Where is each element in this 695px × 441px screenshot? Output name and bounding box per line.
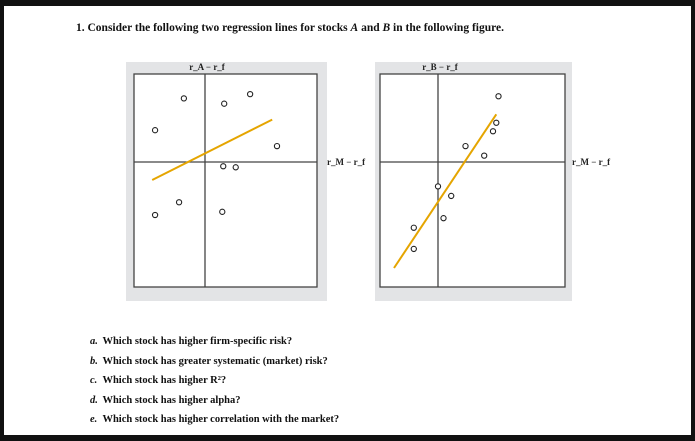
question-d (90, 391, 339, 411)
left-data-point-5 (274, 144, 279, 149)
question-a (90, 332, 339, 352)
left-figure (126, 62, 366, 301)
right-plot-area (380, 74, 565, 287)
left-data-point-6 (176, 200, 181, 205)
left-data-point-3 (222, 101, 227, 106)
left-data-point-10 (220, 209, 225, 214)
right-data-point-7 (449, 193, 454, 198)
question-text: Which stock has higher firm-specific risk? (102, 336, 293, 347)
question-letter: e. (90, 414, 98, 425)
right-data-point-3 (490, 129, 495, 134)
question-c (90, 371, 339, 391)
right-data-point-1 (496, 94, 501, 99)
right-data-point-2 (494, 120, 499, 125)
problem-number: 1. (76, 22, 85, 34)
question-letter: b. (90, 355, 98, 367)
title-text-3: in the following figure. (390, 22, 504, 34)
left-data-point-9 (152, 212, 157, 217)
stock-b-label: B (382, 22, 391, 34)
left-data-point-2 (181, 96, 186, 101)
question-e (90, 410, 339, 430)
question-text: Which stock has higher correlation with the market? (102, 414, 340, 425)
right-data-point-6 (435, 184, 440, 189)
right-data-point-9 (411, 225, 416, 230)
question-b (90, 352, 339, 372)
title-text-1: Consider the following two regression lines for stocks (87, 22, 351, 34)
question-text: Which stock has higher R²? (102, 375, 227, 386)
left-data-point-7 (221, 164, 226, 169)
question-list (90, 332, 339, 430)
right-data-point-4 (463, 144, 468, 149)
left-data-point-8 (233, 165, 238, 170)
question-text: Which stock has higher alpha? (102, 394, 241, 406)
left-y-axis-label: r_A − r_f (189, 62, 225, 72)
right-figure (375, 62, 611, 301)
right-data-point-5 (482, 153, 487, 158)
bottom-frame-bar (0, 435, 695, 441)
right-x-axis-label: r_M − r_f (572, 157, 611, 167)
right-y-axis-label: r_B − r_f (422, 62, 458, 72)
stock-a-label: A (350, 22, 359, 34)
right-data-point-10 (411, 246, 416, 251)
left-data-point-1 (152, 128, 157, 133)
title-text-2: and (358, 22, 383, 34)
left-data-point-4 (248, 92, 253, 97)
question-text: Which stock has greater systematic (market) risk? (102, 355, 328, 367)
right-data-point-8 (441, 216, 446, 221)
left-x-axis-label: r_M − r_f (327, 157, 366, 167)
question-letter: a. (90, 336, 98, 347)
question-letter: d. (90, 394, 98, 406)
question-letter: c. (90, 375, 98, 386)
